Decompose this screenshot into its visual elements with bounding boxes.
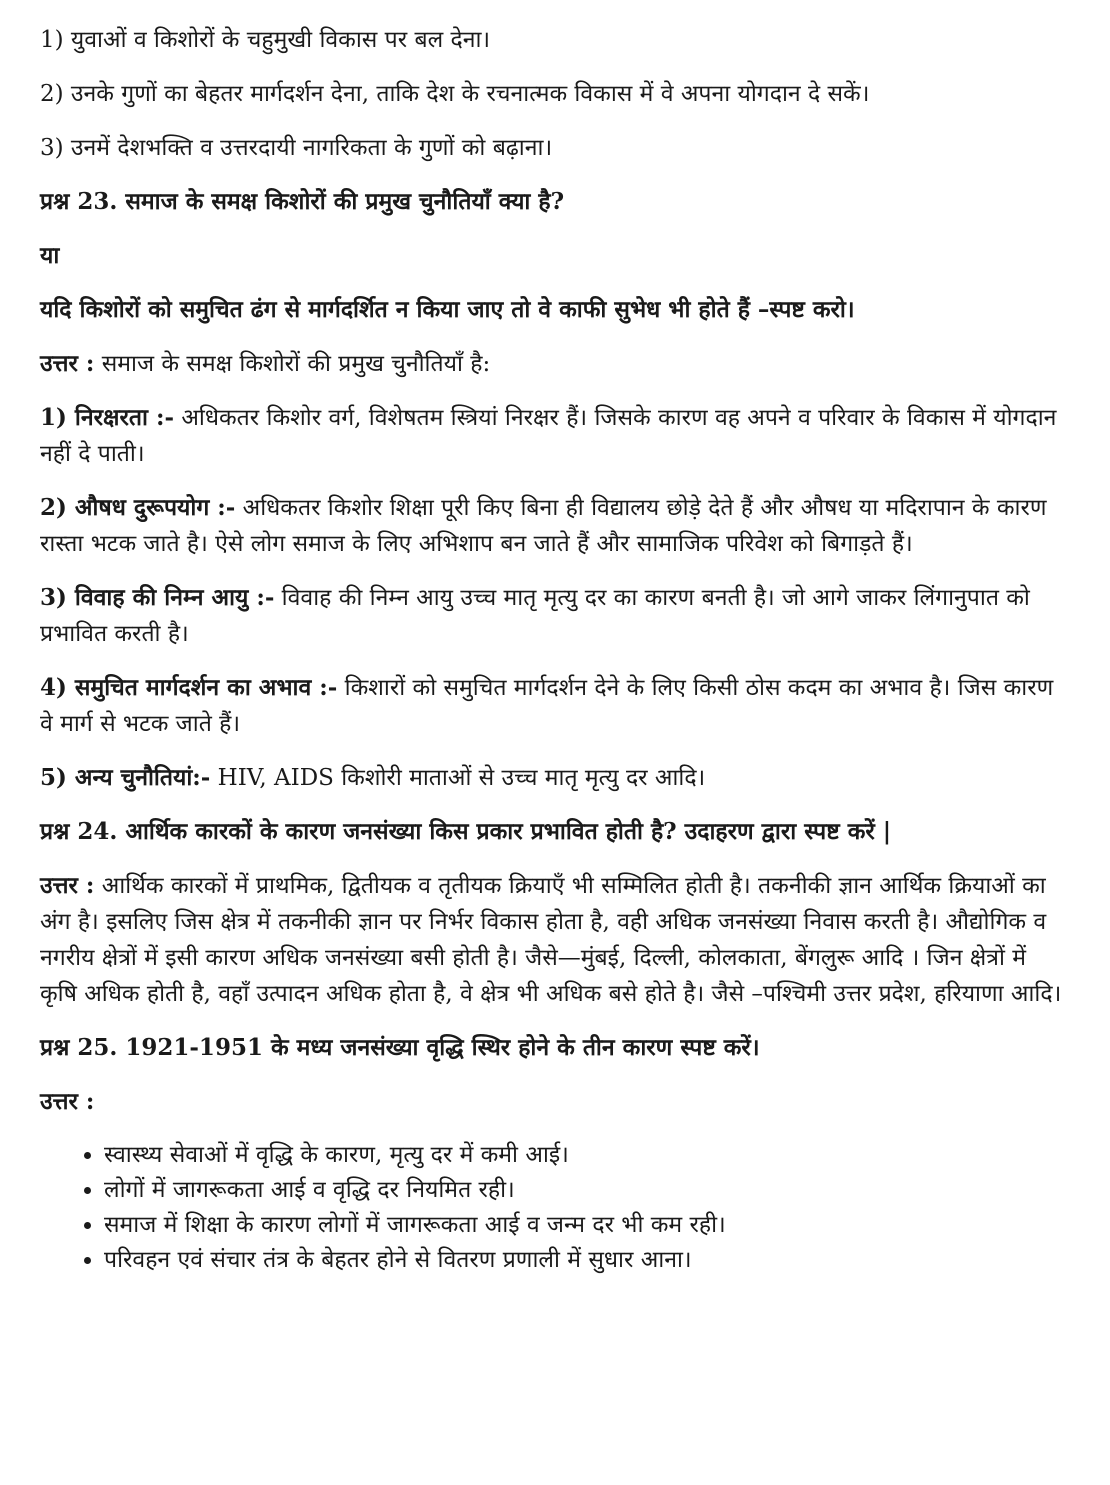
intro-point-3: 3) उनमें देशभक्ति व उत्तरदायी नागरिकता के गुणों को बढ़ाना। (40, 135, 553, 161)
answer-25-list (40, 1138, 1070, 1278)
question-24: प्रश्न 24. आर्थिक कारकों के कारण जनसंख्या किस प्रकार प्रभावित होती है? उदाहरण द्वारा स्पष्ट करें | (40, 818, 892, 845)
list-item: • लोगों में जागरूकता आई व वृद्धि दर नियमित रही। (104, 1173, 1070, 1208)
question-23: प्रश्न 23. समाज के समक्ष किशोरों की प्रमुख चुनौतियाँ क्या है? (40, 188, 565, 215)
point-text: विवाह की निम्न आयु उच्च मातृ मृत्यु दर का कारण बनती है। जो आगे जाकर लिंगानुपात को प्रभावित करती है। (40, 585, 1030, 647)
point-title: 2) औषध दुरूपयोग :- (40, 494, 236, 521)
intro-point-1: 1) युवाओं व किशोरों के चहुमुखी विकास पर बल देना। (40, 27, 491, 53)
intro-point-2: 2) उनके गुणों का बेहतर मार्गदर्शन देना, ताकि देश के रचनात्मक विकास में वे अपना योगदान दे सकें। (40, 81, 870, 107)
answer-25-label: उत्तर : (40, 1088, 95, 1115)
question-25: प्रश्न 25. 1921-1951 के मध्य जनसंख्या वृद्धि स्थिर होने के तीन कारण स्पष्ट करें। (40, 1034, 760, 1061)
answer-23-point-3 (40, 580, 1070, 652)
list-item: • परिवहन एवं संचार तंत्र के बेहतर होने से वितरण प्रणाली में सुधार आना। (104, 1243, 1070, 1278)
answer-23-intro (40, 346, 1070, 382)
list-item: • स्वास्थ्य सेवाओं में वृद्धि के कारण, मृत्यु दर में कमी आई। (104, 1138, 1070, 1173)
point-title: 4) समुचित मार्गदर्शन का अभाव :- (40, 674, 338, 701)
answer-23-intro-text: समाज के समक्ष किशोरों की प्रमुख चुनौतियाँ है: (94, 351, 491, 377)
answer-23-point-1 (40, 400, 1070, 472)
question-23-or: या (40, 242, 60, 269)
point-text: अधिकतर किशोर शिक्षा पूरी किए बिना ही विद्यालय छोड़े देते हैं और औषध या मदिरापान के कारण रास्ता भटक जाते है। ऐसे लोग समाज के लिए अभिशाप बन जाते हैं और सामाजिक परिवेश को बिगाड़ते हैं। (40, 495, 1047, 557)
answer-24 (40, 868, 1070, 1012)
answer-24-text: आर्थिक कारकों में प्राथमिक, द्वितीयक व तृतीयक क्रियाएँ भी सम्मिलित होती है। तकनीकी ज्ञान आर्थिक क्रियाओं का अंग है। इसलिए जिस क्षेत्र में तकनीकी ज्ञान पर निर्भर विकास होता है, वही अधिक जनसंख्या निवास करती है। औद्योगिक व नगरीय क्षेत्रों में इसी कारण अधिक जनसंख्या बसी होती है। जैसे—मुंबई, दिल्ली, कोलकाता, बेंगलुरू आदि । जिन क्षेत्रों में कृषि अधिक होती है, वहाँ उत्पादन अधिक होता है, वे क्षेत्र भी अधिक बसे होते है। जैसे –पश्चिमी उत्तर प्रदेश, हरियाणा आदि। (40, 873, 1062, 1007)
answer-label: उत्तर : (40, 350, 95, 377)
answer-23-point-2 (40, 490, 1070, 562)
point-title: 5) अन्य चुनौतियां:- (40, 764, 211, 791)
question-23-alt: यदि किशोरों को समुचित ढंग से मार्गदर्शित न किया जाए तो वे काफी सुभेध भी होते हैं –स्पष्ट करो। (40, 296, 855, 323)
list-item: • समाज में शिक्षा के कारण लोगों में जागरूकता आई व जन्म दर भी कम रही। (104, 1208, 1070, 1243)
point-text: HIV, AIDS किशोरी माताओं से उच्च मातृ मृत्यु दर आदि। (210, 765, 706, 791)
point-text: अधिकतर किशोर वर्ग, विशेषतम स्त्रियां निरक्षर हैं। जिसके कारण वह अपने व परिवार के विकास में योगदान नहीं दे पाती। (40, 405, 1057, 467)
answer-label: उत्तर : (40, 872, 95, 899)
point-title: 1) निरक्षरता :- (40, 404, 175, 431)
point-title: 3) विवाह की निम्न आयु :- (40, 584, 275, 611)
answer-23-point-4 (40, 670, 1070, 742)
answer-23-point-5 (40, 760, 1070, 796)
point-text: किशारों को समुचित मार्गदर्शन देने के लिए किसी ठोस कदम का अभाव है। जिस कारण वे मार्ग से भटक जाते हैं। (40, 675, 1054, 737)
